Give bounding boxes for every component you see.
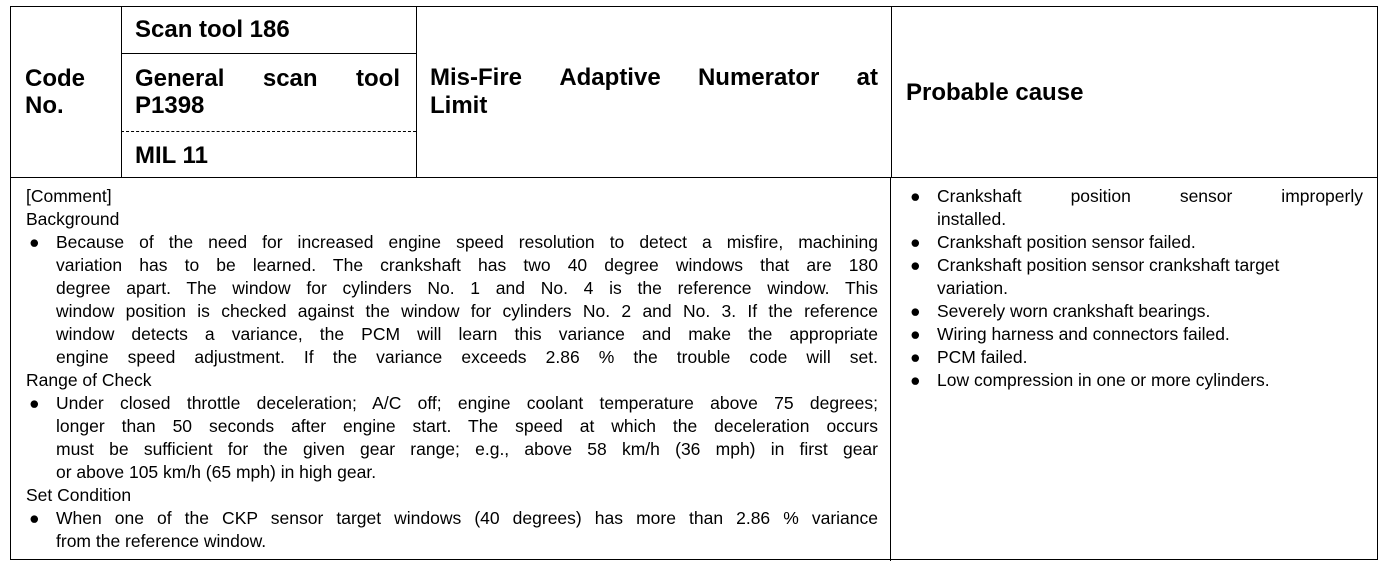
cause-item (907, 323, 1363, 346)
bullet-icon: ● (910, 186, 921, 206)
cause-item (907, 369, 1363, 392)
code-title (430, 64, 880, 120)
bullet-icon: ● (910, 347, 921, 367)
background-bullet (26, 231, 878, 369)
general-scan-tool-code: P1398 (135, 92, 205, 119)
bullet-icon: ● (910, 324, 921, 344)
cause-line: installed. (937, 209, 1007, 229)
code-no-cell (11, 7, 122, 177)
code-title-cell (416, 7, 892, 177)
bullet-icon: ● (910, 301, 921, 321)
background-line: variation has to be learned. The crankshaft has two 40 degree windows that are 180 (56, 255, 878, 275)
table-header (11, 7, 1377, 178)
cause-line: Severely worn crankshaft bearings. (937, 301, 1211, 321)
probable-cause-cell (891, 177, 1379, 561)
cause-item (907, 231, 1363, 254)
bullet-icon: ● (29, 232, 40, 252)
code-title-word2: Adaptive (559, 64, 661, 91)
scan-tool-186-cell (121, 7, 416, 54)
code-title-word3: Numerator (697, 64, 820, 91)
background-line: degree apart. The window for cylinders No. 1 and No. 4 is the reference window. This (56, 278, 878, 298)
cause-item (907, 254, 1363, 300)
general-scan-tool-label (135, 65, 405, 119)
bullet-icon: ● (29, 393, 40, 413)
background-line: window position is checked against the window for cylinders No. 2 and No. 3. If the reference (56, 301, 878, 321)
general-scan-tool-cell (121, 53, 416, 132)
probable-cause-header-cell (891, 7, 1379, 177)
range-line: longer than 50 seconds after engine start. The speed at which the deceleration occurs (56, 416, 878, 436)
scan-tool-186-label: Scan tool 186 (135, 16, 290, 43)
bullet-icon: ● (910, 255, 921, 275)
background-heading: Background (26, 209, 120, 229)
cause-line: Crankshaft position sensor improperly (937, 186, 1363, 206)
code-title-line2: Limit (430, 92, 488, 119)
range-line: Under closed throttle deceleration; A/C off; engine coolant temperature above 75 degrees; (56, 393, 878, 413)
code-no-label (25, 65, 85, 119)
comment-heading: [Comment] (26, 186, 112, 206)
set-condition-line: from the reference window. (56, 531, 267, 551)
set-condition-bullet (26, 507, 878, 553)
set-condition-line: When one of the CKP sensor target windows (40 degrees) has more than 2.86 % variance (56, 508, 878, 528)
background-line: window detects a variance, the PCM will learn this variance and make the appropriate (56, 324, 878, 344)
cause-item (907, 300, 1363, 323)
code-table (10, 6, 1378, 560)
cause-line: Wiring harness and connectors failed. (937, 324, 1230, 344)
bullet-icon: ● (29, 508, 40, 528)
code-no-label-line2: No. (25, 92, 64, 119)
general-scan-tool-word1: General (135, 65, 225, 92)
probable-cause-heading: Probable cause (906, 79, 1084, 106)
general-scan-tool-word2: scan (262, 65, 318, 92)
range-bullet (26, 392, 878, 484)
range-of-check-heading: Range of Check (26, 370, 152, 390)
probable-cause-list (907, 185, 1363, 392)
scan-tool-column (121, 7, 417, 177)
range-line: or above 105 km/h (65 mph) in high gear. (56, 462, 377, 482)
comment-cell (11, 177, 891, 561)
comment-content (26, 185, 878, 553)
cause-line: variation. (937, 278, 1009, 298)
bullet-icon: ● (910, 370, 921, 390)
general-scan-tool-word3: tool (356, 65, 400, 92)
cause-line: Crankshaft position sensor crankshaft target (937, 255, 1280, 275)
mil-label: MIL 11 (135, 142, 208, 169)
range-line: must be sufficient for the given gear range; e.g., above 58 km/h (36 mph) in first gear (56, 439, 878, 459)
mil-cell (121, 131, 416, 177)
bullet-icon: ● (910, 232, 921, 252)
cause-item (907, 346, 1363, 369)
code-title-word1: Mis-Fire (430, 64, 523, 91)
cause-line: PCM failed. (937, 347, 1028, 367)
code-title-word4: at (856, 64, 878, 91)
code-no-label-line1: Code (25, 65, 85, 92)
background-line: engine speed adjustment. If the variance exceeds 2.86 % the trouble code will set. (56, 347, 878, 367)
cause-item (907, 185, 1363, 231)
cause-line: Low compression in one or more cylinders. (937, 370, 1270, 390)
set-condition-heading: Set Condition (26, 485, 132, 505)
cause-line: Crankshaft position sensor failed. (937, 232, 1196, 252)
background-line: Because of the need for increased engine speed resolution to detect a misfire, machining (56, 232, 878, 252)
